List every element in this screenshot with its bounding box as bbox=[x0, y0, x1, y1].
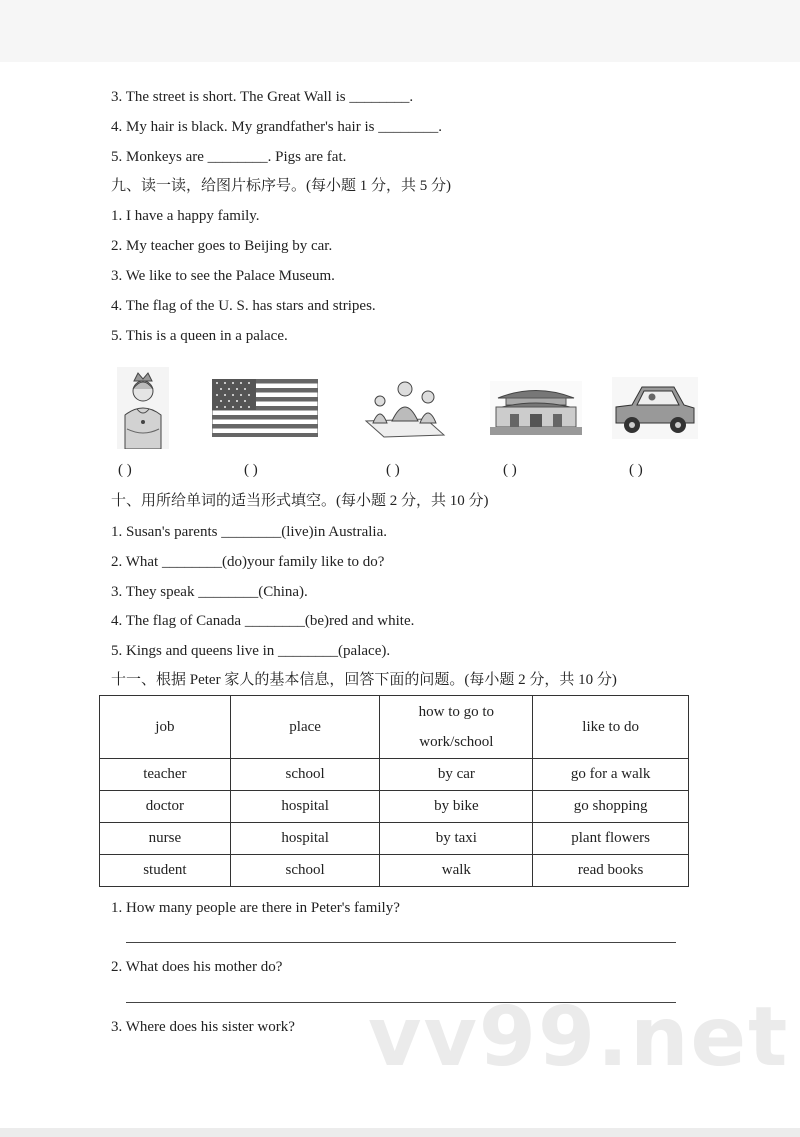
table-cell: go for a walk bbox=[533, 759, 689, 791]
table-cell: school bbox=[230, 759, 380, 791]
table-cell: nurse bbox=[100, 823, 231, 855]
top-margin bbox=[0, 0, 800, 62]
section10-title: 十、用所给单词的适当形式填空。(每小题 2 分，共 10 分) bbox=[111, 493, 489, 509]
table-cell: by car bbox=[380, 759, 533, 791]
table-header-cell bbox=[380, 696, 533, 759]
section8-question-3: 3. The street is short. The Great Wall is ________. bbox=[111, 89, 414, 105]
table-cell: plant flowers bbox=[533, 823, 689, 855]
table-cell: read books bbox=[533, 855, 689, 887]
table-cell: go shopping bbox=[533, 791, 689, 823]
section10-item-4: 4. The flag of Canada ________(be)red and white. bbox=[111, 613, 415, 629]
table-cell: student bbox=[100, 855, 231, 887]
section9-item-4: 4. The flag of the U. S. has stars and stripes. bbox=[111, 298, 376, 314]
table-cell: doctor bbox=[100, 791, 231, 823]
table-header-text: work/school bbox=[419, 734, 494, 750]
table-cell: teacher bbox=[100, 759, 231, 791]
answer-line-1[interactable] bbox=[126, 942, 676, 943]
table-row bbox=[100, 791, 689, 823]
table-cell: walk bbox=[380, 855, 533, 887]
answer-blank-1[interactable]: ( ) bbox=[118, 462, 132, 478]
palace-museum-picture bbox=[490, 381, 582, 435]
us-flag-picture bbox=[212, 379, 318, 437]
family-picture bbox=[362, 377, 448, 439]
section10-item-1: 1. Susan's parents ________(live)in Australia. bbox=[111, 524, 387, 540]
queen-picture bbox=[117, 367, 169, 449]
section9-item-2: 2. My teacher goes to Beijing by car. bbox=[111, 238, 333, 254]
section10-item-5: 5. Kings and queens live in ________(palace). bbox=[111, 643, 391, 659]
section9-title: 九、读一读，给图片标序号。(每小题 1 分，共 5 分) bbox=[111, 178, 451, 194]
table-header-text: how to go to bbox=[418, 704, 495, 720]
table-row bbox=[100, 823, 689, 855]
section11-title: 十一、根据 Peter 家人的基本信息，回答下面的问题。(每小题 2 分，共 10 分) bbox=[111, 672, 617, 688]
table-header-cell: job bbox=[100, 696, 231, 759]
section10-item-3: 3. They speak ________(China). bbox=[111, 584, 308, 600]
car-picture bbox=[612, 377, 698, 439]
section11-question-3: 3. Where does his sister work? bbox=[111, 1019, 295, 1035]
section11-question-1: 1. How many people are there in Peter's family? bbox=[111, 900, 400, 916]
table-row bbox=[100, 759, 689, 791]
section9-item-3: 3. We like to see the Palace Museum. bbox=[111, 268, 335, 284]
table-header-cell: like to do bbox=[533, 696, 689, 759]
table-header-row bbox=[100, 696, 689, 759]
table-cell: hospital bbox=[230, 791, 380, 823]
section8-question-4: 4. My hair is black. My grandfather's hair is ________. bbox=[111, 119, 442, 135]
answer-blank-4[interactable]: ( ) bbox=[503, 462, 517, 478]
answer-blank-5[interactable]: ( ) bbox=[629, 462, 643, 478]
section10-item-2: 2. What ________(do)your family like to do? bbox=[111, 554, 385, 570]
watermark: vv99.net bbox=[368, 990, 790, 1085]
table-cell: hospital bbox=[230, 823, 380, 855]
table-cell: by taxi bbox=[380, 823, 533, 855]
answer-blank-2[interactable]: ( ) bbox=[244, 462, 258, 478]
table-cell: school bbox=[230, 855, 380, 887]
table-cell: by bike bbox=[380, 791, 533, 823]
answer-blank-3[interactable]: ( ) bbox=[386, 462, 400, 478]
section9-item-5: 5. This is a queen in a palace. bbox=[111, 328, 288, 344]
table-row bbox=[100, 855, 689, 887]
section8-question-5: 5. Monkeys are ________. Pigs are fat. bbox=[111, 149, 347, 165]
peter-family-table bbox=[99, 695, 689, 887]
table-header-cell: place bbox=[230, 696, 380, 759]
bottom-margin bbox=[0, 1128, 800, 1137]
section9-item-1: 1. I have a happy family. bbox=[111, 208, 260, 224]
section11-question-2: 2. What does his mother do? bbox=[111, 959, 283, 975]
